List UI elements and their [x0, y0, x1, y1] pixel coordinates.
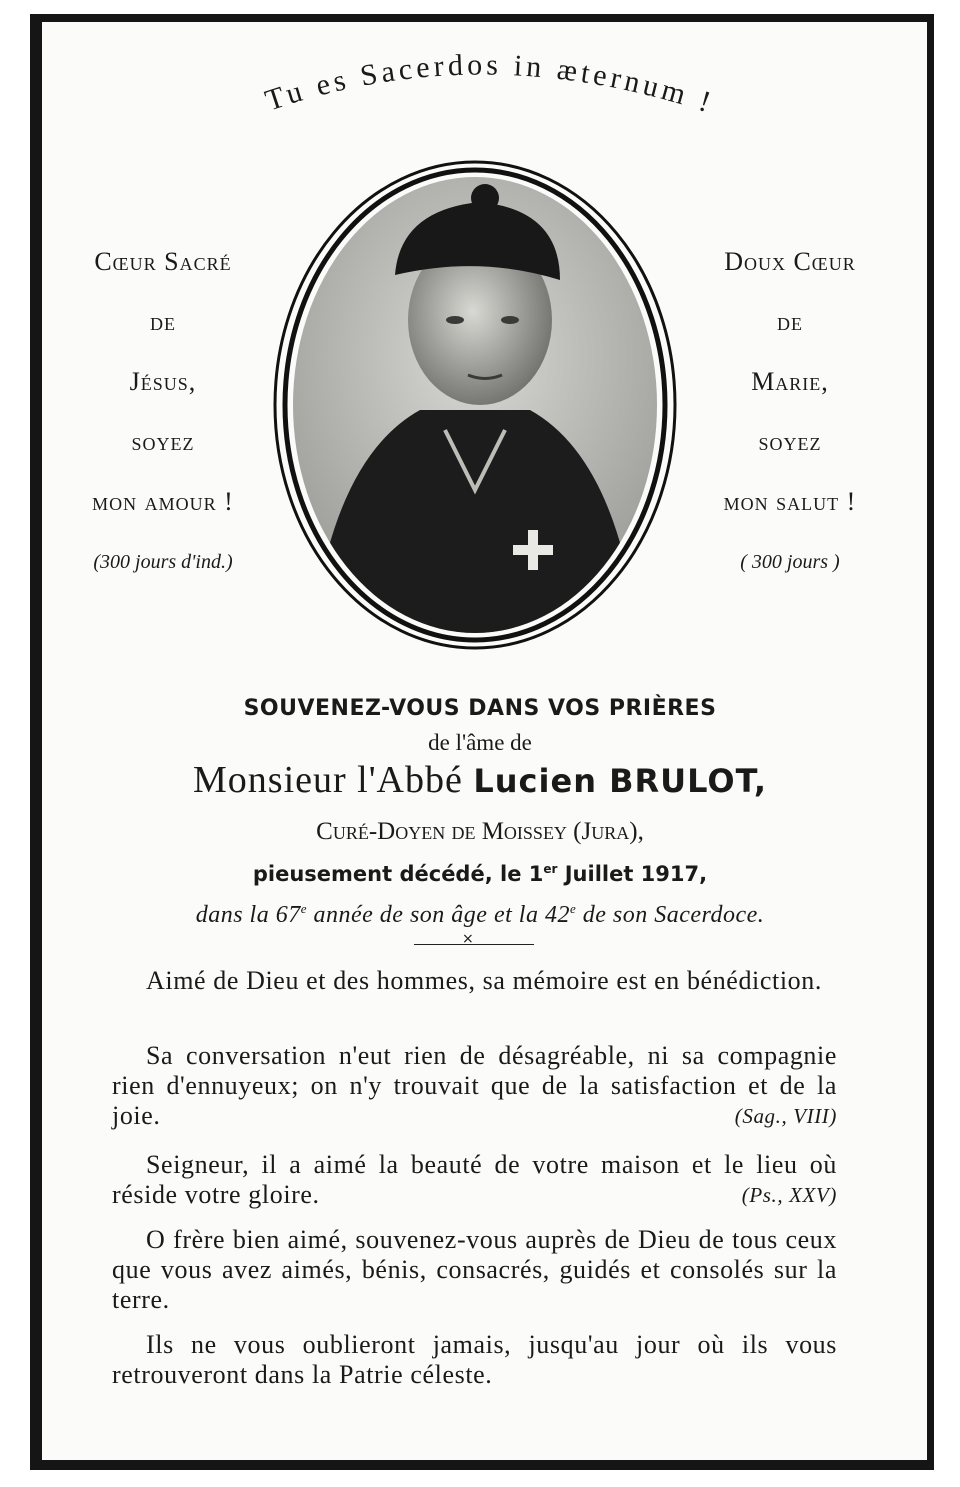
right-line-3: Marie,: [751, 367, 829, 396]
right-line-4: soyez: [758, 427, 822, 456]
left-invocation: [58, 232, 268, 592]
right-indulgence: ( 300 jours ): [740, 551, 840, 573]
reference-ps: (Ps., XXV): [741, 1183, 837, 1207]
left-line-3: Jésus,: [129, 367, 197, 396]
deceased-title: Curé-Doyen de Moissey (Jura),: [316, 818, 644, 845]
left-line-1: Cœur Sacré: [94, 247, 232, 276]
paragraph-5: Ils ne vous oublieront jamais, jusqu'au jour où ils vous retrouveront dans la Patrie céleste.: [112, 1330, 837, 1389]
reference-sag: (Sag., VIII): [734, 1104, 837, 1128]
right-line-5: mon salut !: [723, 487, 857, 516]
divider-line: [414, 944, 534, 945]
right-line-1: Doux Cœur: [724, 247, 856, 276]
paragraph-3: Seigneur, il a aimé la beauté de votre maison et le lieu où réside votre gloire. (Ps., XXV): [112, 1150, 837, 1209]
left-line-2: de: [150, 307, 176, 336]
left-line-4: soyez: [131, 427, 195, 456]
age-line: dans la 67e année de son âge et la 42e de son Sacerdoce.: [195, 901, 765, 928]
motto-arc: [0, 0, 960, 160]
memorial-subheading: de l'âme de: [428, 730, 532, 755]
right-invocation: [690, 232, 890, 592]
deceased-name: [0, 758, 960, 802]
paragraph-2: Sa conversation n'eut rien de désagréable, ni sa compagnie rien d'ennuyeux; on n'y trouvait que de la satisfaction et de la joie. (Sag., VIII): [112, 1041, 837, 1130]
name-prefix: Monsieur l'Abbé: [193, 759, 463, 801]
portrait-frame: [270, 160, 680, 650]
name-bold: Lucien BRULOT,: [473, 762, 767, 800]
right-line-2: de: [777, 307, 803, 336]
motto-text: Tu es Sacerdos in æternum !: [261, 48, 719, 121]
left-indulgence: (300 jours d'ind.): [93, 551, 233, 573]
paragraph-4: O frère bien aimé, souvenez-vous auprès de Dieu de tous ceux que vous avez aimés, bénis, consacrés, guidés et consolés sur la terre.: [112, 1225, 837, 1314]
death-date: pieusement décédé, le 1er Juillet 1917,: [252, 862, 708, 886]
left-line-5: mon amour !: [92, 487, 234, 516]
paragraph-1: Aimé de Dieu et des hommes, sa mémoire est en bénédiction.: [146, 966, 822, 995]
memorial-heading: SOUVENEZ-VOUS DANS VOS PRIÈRES: [243, 696, 717, 721]
priest-portrait: [270, 160, 680, 650]
divider-mark: ×: [462, 931, 474, 947]
